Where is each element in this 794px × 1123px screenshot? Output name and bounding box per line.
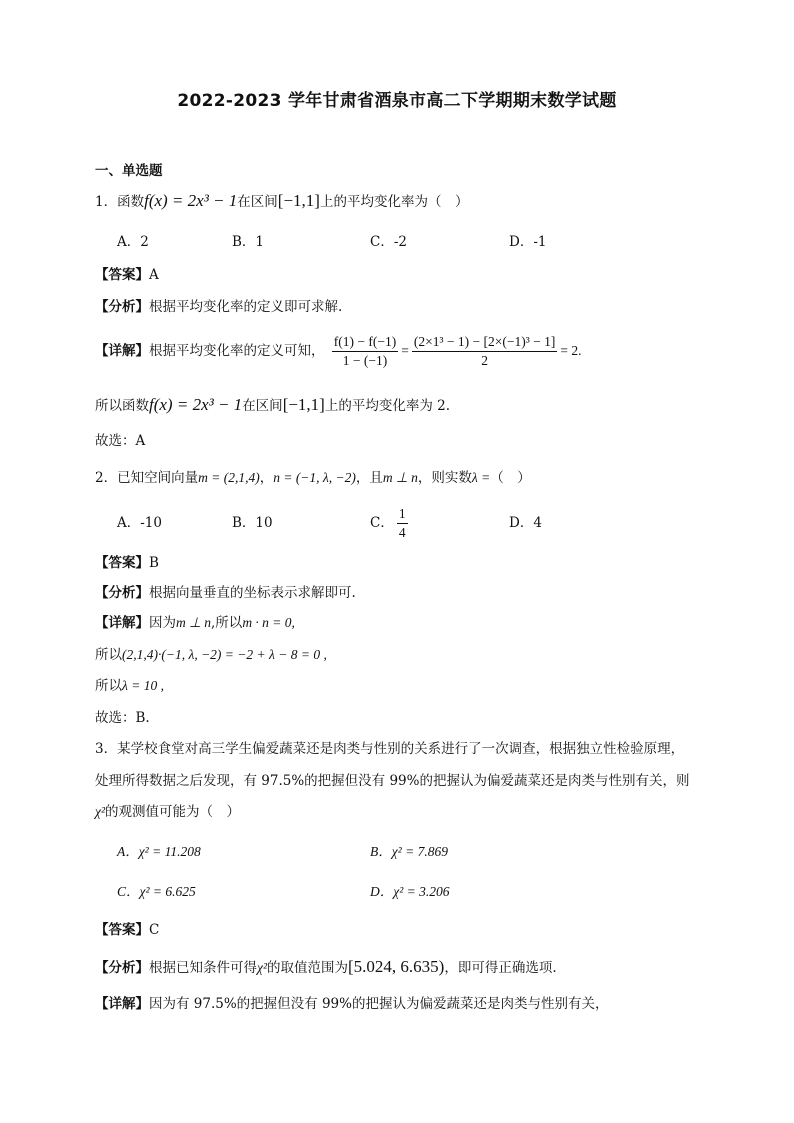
q2-perp: m ⊥ n: [382, 470, 418, 485]
q3-chi-symbol: χ²: [95, 804, 105, 819]
q2-n-vector: n = (−1, λ, −2): [273, 470, 356, 485]
q3-line-3: [95, 803, 240, 821]
q1-fraction-2-denominator: 2: [481, 353, 488, 368]
q2-answer: [95, 554, 159, 572]
q2-detail-text: 因为: [149, 615, 176, 631]
q3-analysis-pre: 根据已知条件可得: [149, 960, 257, 976]
q2-lambda: λ =: [471, 470, 491, 485]
q1-stem-pre: 1．函数: [95, 194, 145, 210]
detail-tag: 【详解】: [95, 615, 149, 631]
q1-conclusion: [95, 396, 450, 415]
q1-interval: [−1,1]: [277, 191, 320, 210]
detail-tag: 【详解】: [95, 343, 149, 359]
q3-option-b: B．χ² = 7.869: [370, 844, 448, 859]
q2-sep: ，: [259, 470, 274, 486]
q2-option-c-fraction: [397, 506, 408, 541]
q1-conclusion-pre: 所以函数: [95, 398, 149, 414]
q3-analysis-range: [5.024, 6.635): [348, 957, 445, 976]
q1-fraction-1: [332, 334, 398, 369]
q1-stem-mid: 在区间: [237, 194, 278, 210]
q3-answer: [95, 921, 159, 939]
q3-analysis-post: ，即可得正确选项.: [444, 960, 557, 976]
q2-analysis-text: 根据向量垂直的坐标表示求解即可.: [149, 585, 356, 601]
q3-detail: [95, 995, 608, 1013]
q2-option-a: A．-10: [117, 515, 162, 531]
q1-fraction-2: [412, 334, 558, 369]
q3-line-3-text: 的观测值可能为（ ）: [105, 804, 240, 820]
analysis-tag: 【分析】: [95, 299, 149, 315]
page-title: 2022-2023 学年甘肃省酒泉市高二下学期期末数学试题: [177, 91, 617, 111]
analysis-tag: 【分析】: [95, 585, 149, 601]
q1-conclusion-func: f(x) = 2x³ − 1: [149, 395, 243, 414]
q1-func: f(x) = 2x³ − 1: [144, 191, 238, 210]
q2-option-c: [370, 506, 411, 541]
q3-option-c: C．χ² = 6.625: [117, 884, 196, 899]
q2-step2: [95, 646, 327, 664]
q1-conclusion-mid: 在区间: [242, 398, 283, 414]
analysis-tag: 【分析】: [95, 960, 149, 976]
q1-stem: [95, 192, 468, 211]
q1-option-b: B．1: [232, 234, 265, 250]
q1-result: = 2.: [560, 343, 582, 358]
q2-detail-mid: ,所以: [211, 615, 243, 631]
q1-detail-text: 根据平均变化率的定义可知，: [149, 343, 325, 359]
q2-option-c-numerator: 1: [397, 506, 408, 524]
q2-step3-expr: λ = 10 ,: [122, 678, 164, 693]
q2-detail: [95, 614, 295, 632]
q1-option-d: D．-1: [509, 234, 547, 250]
q3-line-2: 处理所得数据之后发现，有 97.5%的把握但没有 99%的把握认为偏爱蔬菜还是肉类与性别有关，则: [95, 773, 690, 789]
q3-detail-text: 因为有 97.5%的把握但没有 99%的把握认为偏爱蔬菜还是肉类与性别有关，: [149, 996, 609, 1012]
q2-paren: （ ）: [490, 470, 531, 486]
q3-option-d: D．χ² = 3.206: [370, 884, 450, 899]
q2-final: 故选：B.: [95, 710, 150, 726]
q1-stem-post: 上的平均变化率为（ ）: [319, 194, 469, 210]
q2-analysis: [95, 584, 356, 602]
detail-tag: 【详解】: [95, 996, 149, 1012]
q3-answer-value: C: [149, 922, 160, 938]
q2-step3-pre: 所以: [95, 678, 122, 694]
q3-analysis: [95, 958, 557, 977]
q2-option-b: B．10: [232, 515, 273, 531]
q1-fraction-1-numerator: f(1) − f(−1): [332, 334, 398, 352]
q2-option-c-label: C．: [370, 515, 394, 531]
q2-option-d: D．4: [509, 515, 542, 531]
q2-option-c-denominator: 4: [398, 525, 406, 540]
q3-analysis-mid: 的取值范围为: [267, 960, 348, 976]
q2-detail-dot: m · n = 0,: [242, 615, 295, 630]
q2-detail-perp: m ⊥ n: [176, 615, 212, 630]
q3-line-1: 3．某学校食堂对高三学生偏爱蔬菜还是肉类与性别的关系进行了一次调查，根据独立性检验原理，: [95, 741, 685, 757]
q1-conclusion-interval: [−1,1]: [282, 395, 325, 414]
q1-final: 故选：A: [95, 433, 146, 449]
q3-option-a: A．χ² = 11.208: [117, 844, 201, 859]
q1-analysis: [95, 298, 342, 316]
q2-step2-pre: 所以: [95, 647, 122, 663]
answer-tag: 【答案】: [95, 922, 149, 938]
q1-detail: 【详解】根据平均变化率的定义可知， $\frac{f(1) - f(-1)}{1 - (-1)}$ = $\frac{\text{(2×1³ − 1) − [2×(−1)³ − 1]}}{2}$ = 2.: [95, 334, 582, 368]
q2-m-vector: m = (2,1,4): [198, 470, 260, 485]
q2-stem: [95, 469, 531, 487]
q1-fraction-1-denominator: 1 − (−1): [342, 353, 388, 368]
q2-stem-mid: ，且: [355, 470, 383, 486]
answer-tag: 【答案】: [95, 267, 149, 283]
q1-option-c: C．-2: [370, 234, 407, 250]
section-heading: 一、单选题: [95, 163, 163, 179]
q1-answer-value: A: [149, 267, 159, 283]
q1-answer: [95, 266, 159, 284]
q2-stem-post: ，则实数: [417, 470, 472, 486]
q1-conclusion-post: 上的平均变化率为 2.: [324, 398, 451, 414]
q2-answer-value: B: [149, 555, 159, 571]
q1-fraction-2-numerator: (2×1³ − 1) − [2×(−1)³ − 1]: [412, 334, 558, 352]
q2-stem-pre: 2．已知空间向量: [95, 470, 199, 486]
q1-option-a: A．2: [117, 234, 149, 250]
q3-analysis-chi: χ²: [257, 960, 267, 975]
q2-step2-expr: (2,1,4)·(−1, λ, −2) = −2 + λ − 8 = 0 ,: [122, 647, 327, 662]
answer-tag: 【答案】: [95, 555, 149, 571]
q1-analysis-text: 根据平均变化率的定义即可求解.: [149, 299, 343, 315]
q2-step3: [95, 677, 164, 695]
